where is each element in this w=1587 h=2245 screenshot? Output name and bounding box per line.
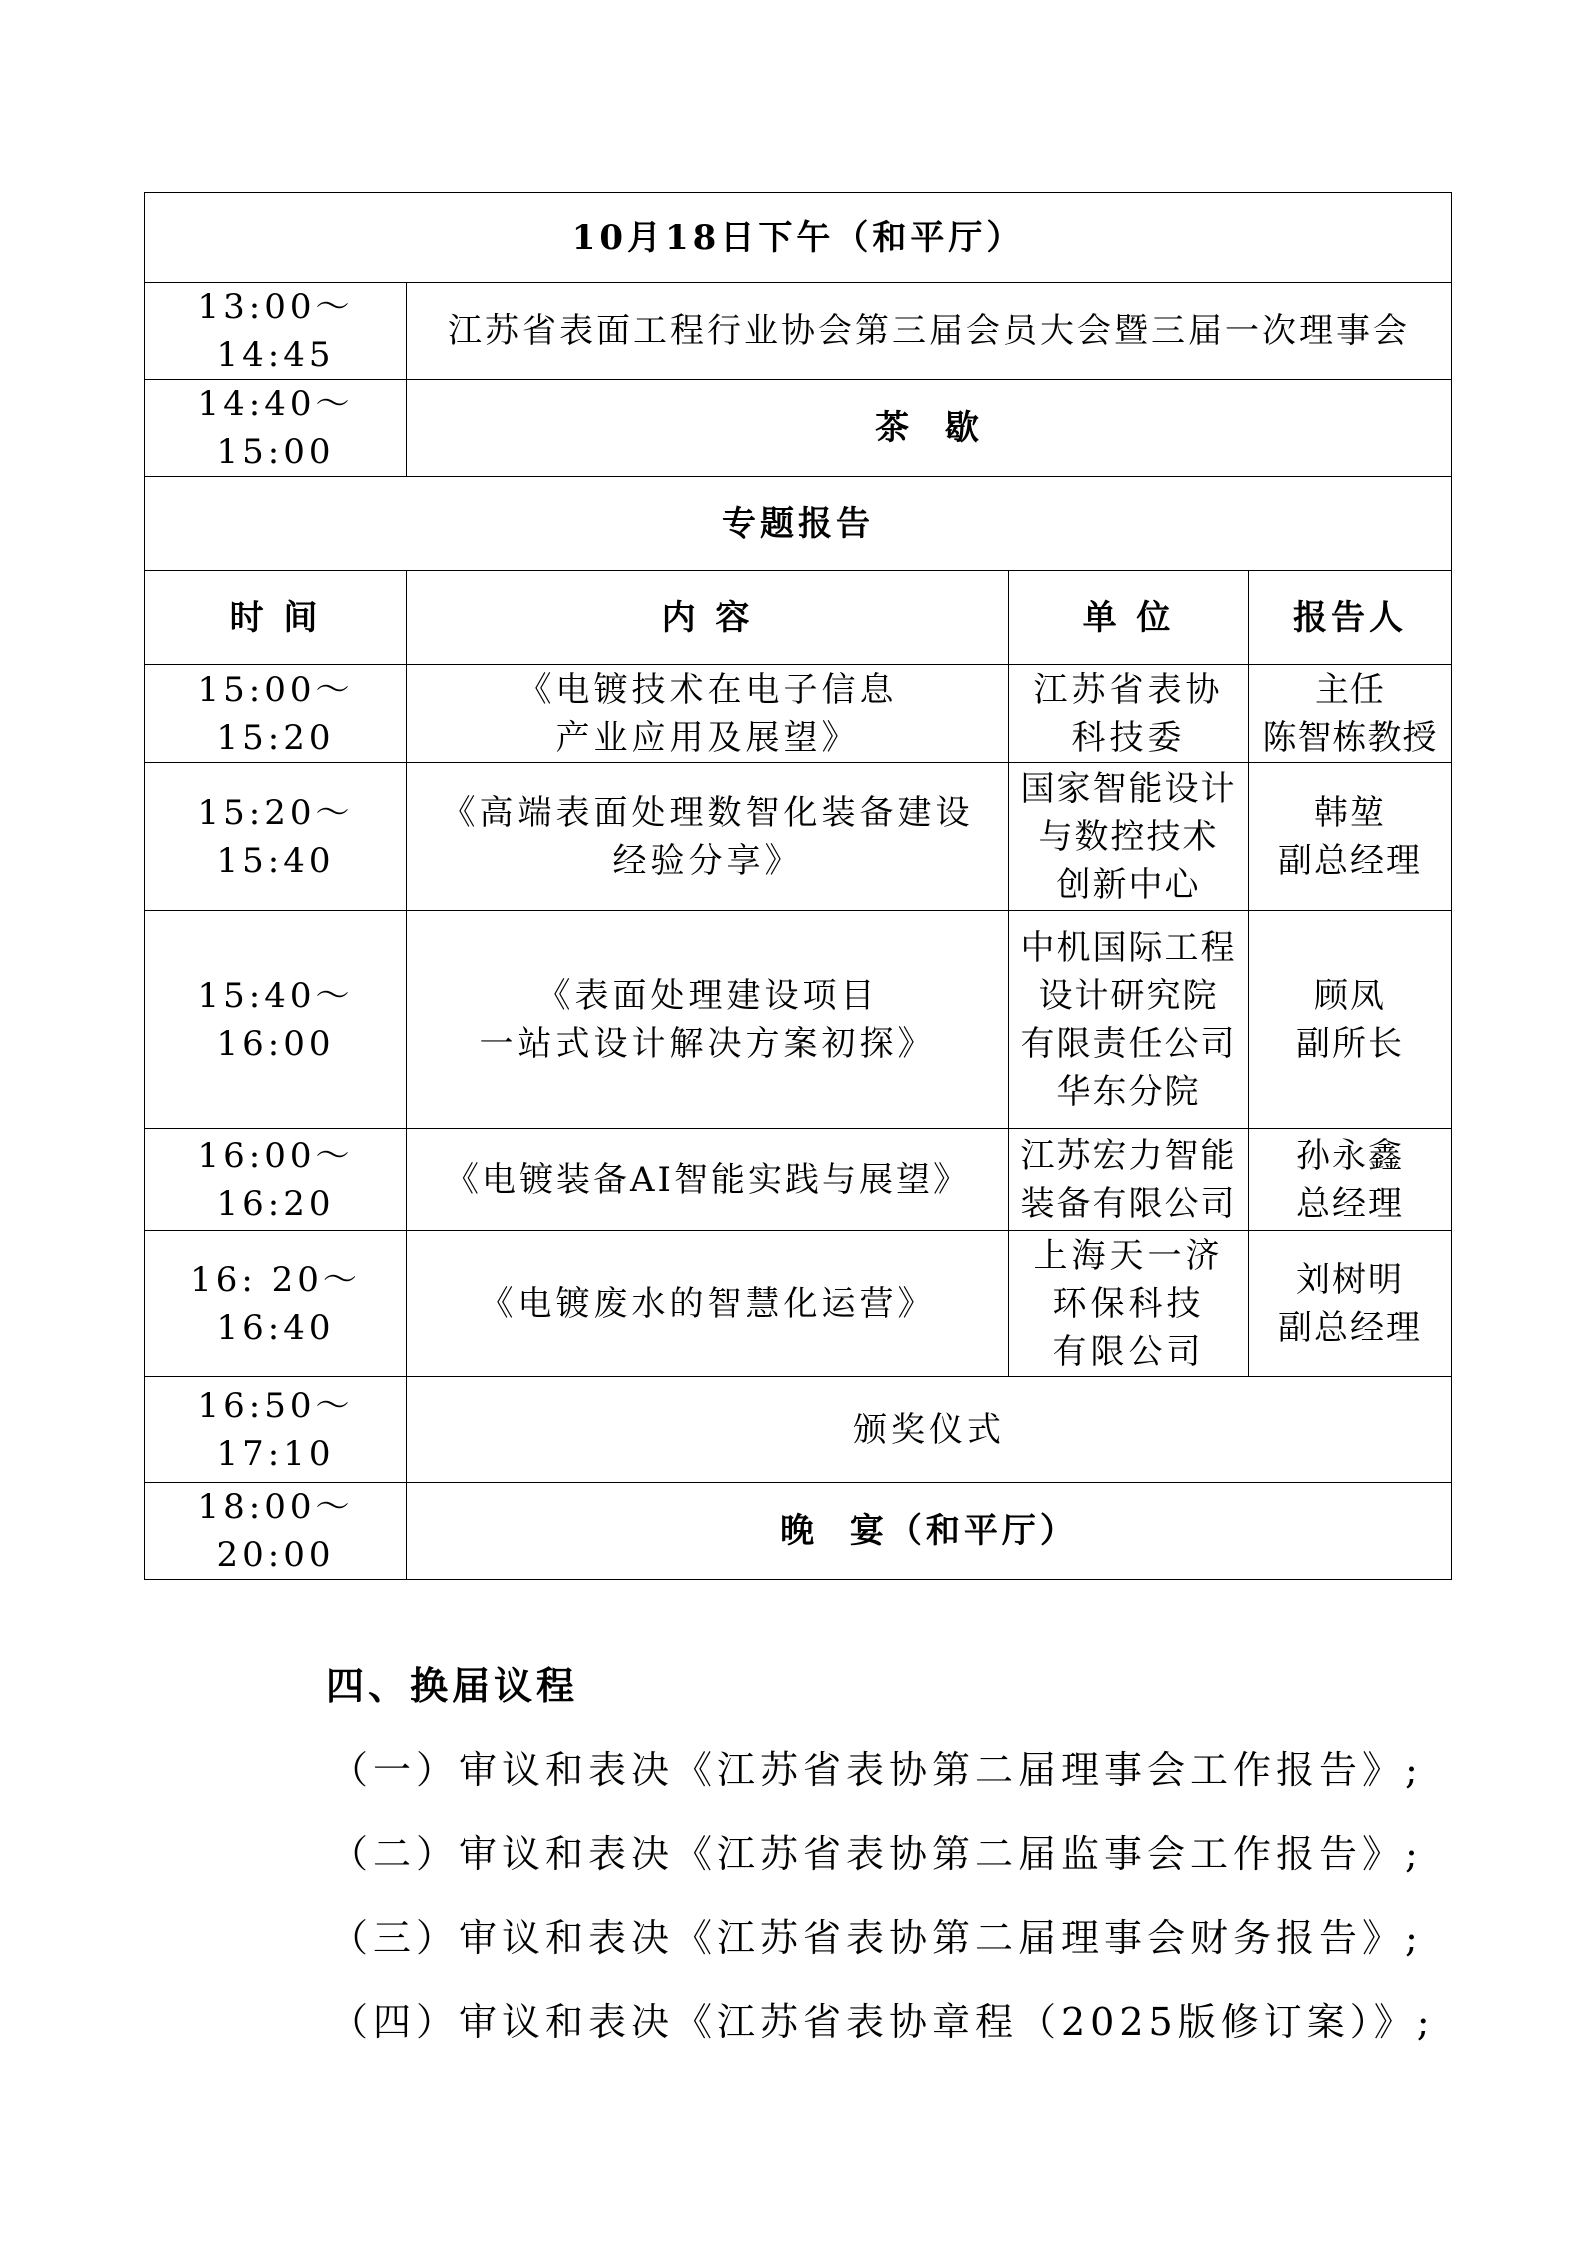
speaker-line: 孙永鑫 — [1296, 1135, 1404, 1176]
content-cell: 茶 歇 — [407, 380, 1452, 477]
table-title-row — [145, 193, 1452, 283]
schedule-title: 10月18日下午（和平厅） — [145, 193, 1452, 283]
content-line: 《电镀技术在电子信息 — [517, 669, 898, 710]
table-row — [145, 1377, 1452, 1483]
list-item: （二）审议和表决《江苏省表协第二届监事会工作报告》; — [330, 1832, 1423, 1876]
unit-line: 装备有限公司 — [1020, 1183, 1237, 1224]
unit-line: 国家智能设计 — [1020, 768, 1237, 809]
table-row — [145, 763, 1452, 911]
content-line: 《电镀装备AI智能实践与展望》 — [445, 1159, 970, 1200]
speaker-line: 顾凤 — [1314, 975, 1386, 1016]
speaker-line: 陈智栋教授 — [1262, 717, 1438, 758]
time-cell: 16:50～17:10 — [145, 1377, 407, 1483]
speaker-line: 主任 — [1315, 669, 1385, 710]
unit-line: 科技委 — [1071, 717, 1186, 758]
list-item: （一）审议和表决《江苏省表协第二届理事会工作报告》; — [330, 1748, 1423, 1792]
time-cell: 15:00～15:20 — [145, 665, 407, 763]
time-cell: 15:20～15:40 — [145, 763, 407, 911]
content-line: 产业应用及展望》 — [555, 717, 860, 758]
unit-line: 环保科技 — [1052, 1283, 1205, 1324]
content-cell — [407, 1231, 1009, 1377]
unit-line: 创新中心 — [1056, 864, 1201, 905]
speaker-line: 总经理 — [1296, 1183, 1404, 1224]
table-row — [145, 1483, 1452, 1580]
speaker-cell — [1249, 1129, 1452, 1231]
unit-line: 有限责任公司 — [1020, 1023, 1237, 1064]
content-line: 《高端表面处理数智化装备建设 — [441, 792, 974, 833]
column-header-row — [145, 571, 1452, 665]
content-line: 《表面处理建设项目 — [536, 975, 879, 1016]
content-line: 《电镀废水的智慧化运营》 — [479, 1283, 936, 1324]
column-header-speaker: 报告人 — [1249, 571, 1452, 665]
table-row — [145, 1231, 1452, 1377]
subheader-cell: 专题报告 — [145, 477, 1452, 571]
time-cell: 16:00～16:20 — [145, 1129, 407, 1231]
schedule-table — [144, 192, 1452, 1580]
unit-cell — [1009, 763, 1249, 911]
section-heading: 四、换届议程 — [326, 1663, 579, 1708]
column-header-content: 内 容 — [407, 571, 1009, 665]
unit-cell — [1009, 1231, 1249, 1377]
unit-line: 与数控技术 — [1038, 816, 1219, 857]
unit-cell — [1009, 665, 1249, 763]
speaker-cell — [1249, 911, 1452, 1129]
table-row — [145, 911, 1452, 1129]
column-header-unit: 单 位 — [1009, 571, 1249, 665]
unit-line: 华东分院 — [1056, 1071, 1201, 1112]
time-cell: 18:00～20:00 — [145, 1483, 407, 1580]
content-cell: 颁奖仪式 — [407, 1377, 1452, 1483]
time-cell: 14:40～15:00 — [145, 380, 407, 477]
time-cell: 13:00～14:45 — [145, 283, 407, 380]
speaker-cell — [1249, 763, 1452, 911]
unit-line: 江苏宏力智能 — [1020, 1135, 1237, 1176]
content-cell: 晚 宴（和平厅） — [407, 1483, 1452, 1580]
unit-line: 设计研究院 — [1038, 975, 1219, 1016]
speaker-cell — [1249, 1231, 1452, 1377]
table-row — [145, 380, 1452, 477]
speaker-line: 副总经理 — [1278, 1307, 1422, 1348]
speaker-line: 副所长 — [1296, 1023, 1404, 1064]
agenda-list — [330, 1740, 1435, 2076]
content-cell — [407, 763, 1009, 911]
content-cell — [407, 1129, 1009, 1231]
subheader-row — [145, 477, 1452, 571]
list-item: （四）审议和表决《江苏省表协章程（2025版修订案）》; — [330, 2000, 1435, 2044]
content-cell — [407, 665, 1009, 763]
column-header-time: 时 间 — [145, 571, 407, 665]
content-line: 一站式设计解决方案初探》 — [479, 1023, 936, 1064]
speaker-cell — [1249, 665, 1452, 763]
unit-line: 江苏省表协 — [1033, 669, 1224, 710]
time-cell: 16: 20～16:40 — [145, 1231, 407, 1377]
content-line: 经验分享》 — [612, 840, 803, 881]
unit-line: 有限公司 — [1052, 1331, 1205, 1372]
table-row — [145, 665, 1452, 763]
unit-cell — [1009, 911, 1249, 1129]
content-cell: 江苏省表面工程行业协会第三届会员大会暨三届一次理事会 — [407, 283, 1452, 380]
content-cell — [407, 911, 1009, 1129]
speaker-line: 副总经理 — [1278, 840, 1422, 881]
list-item: （三）审议和表决《江苏省表协第二届理事会财务报告》; — [330, 1916, 1423, 1960]
time-cell: 15:40～16:00 — [145, 911, 407, 1129]
unit-cell — [1009, 1129, 1249, 1231]
table-row — [145, 283, 1452, 380]
speaker-line: 刘树明 — [1296, 1259, 1404, 1300]
speaker-line: 韩堃 — [1314, 792, 1386, 833]
table-row — [145, 1129, 1452, 1231]
unit-line: 中机国际工程 — [1020, 927, 1237, 968]
unit-line: 上海天一济 — [1033, 1235, 1224, 1276]
